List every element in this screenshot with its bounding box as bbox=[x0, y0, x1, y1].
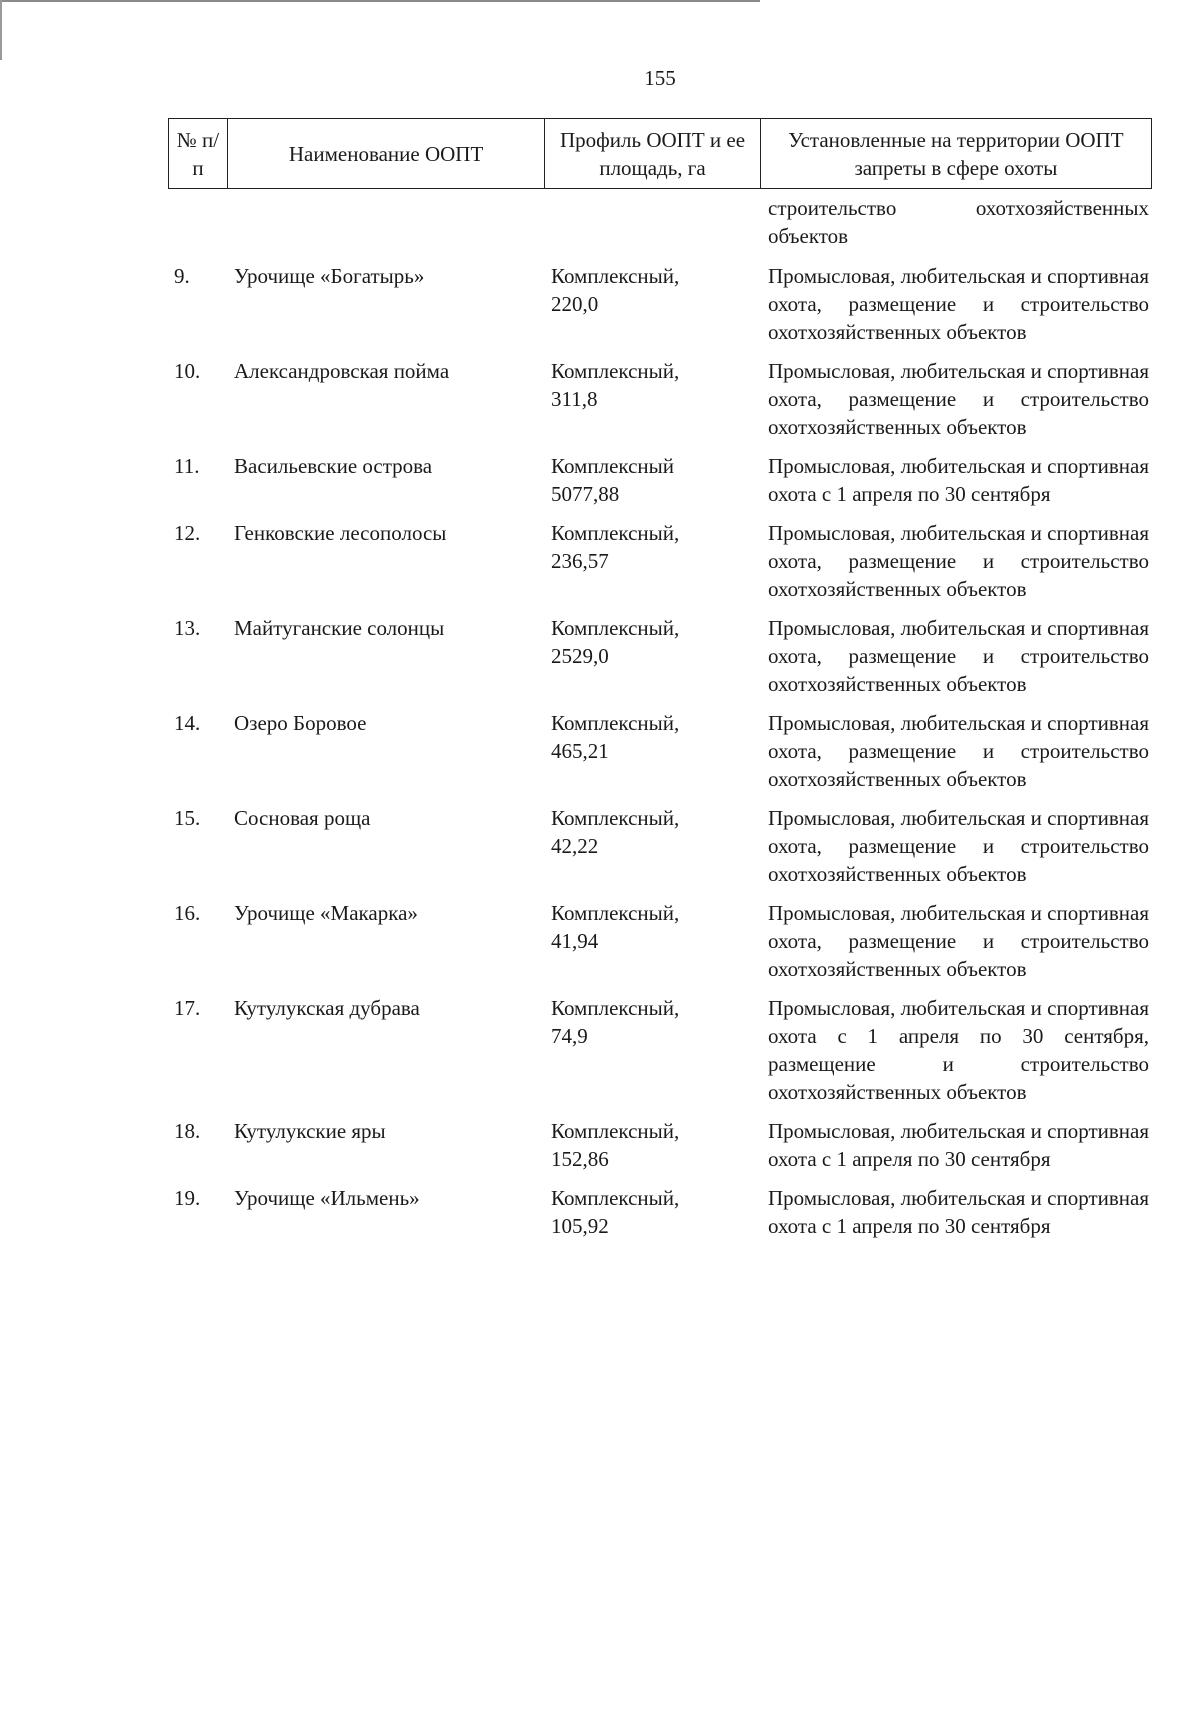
row-ban: Промысловая, любительская и спортивная охота, размещение и строительство охотхозяйственных объектов bbox=[768, 616, 1149, 696]
row-name: Урочище «Ильмень» bbox=[234, 1186, 420, 1210]
row-name: Озеро Боровое bbox=[234, 711, 367, 735]
row-num: 10. bbox=[174, 359, 201, 383]
row-profile: Комплексный, bbox=[551, 1119, 680, 1143]
row-ban: Промысловая, любительская и спортивная охота, размещение и строительство охотхозяйственных объектов bbox=[768, 521, 1149, 601]
row-area: 41,94 bbox=[551, 929, 599, 953]
row-area: 311,8 bbox=[551, 387, 598, 411]
table-row bbox=[168, 709, 1152, 793]
scan-edge-line bbox=[0, 0, 760, 2]
continuation-text: строительство охотхозяйственных объектов bbox=[768, 196, 1149, 248]
row-profile: Комплексный bbox=[551, 454, 674, 478]
table-row bbox=[168, 519, 1152, 603]
row-profile-cell bbox=[545, 519, 761, 603]
row-name: Васильевские острова bbox=[234, 454, 433, 478]
row-profile: Комплексный, bbox=[551, 264, 680, 288]
row-ban: Промысловая, любительская и спортивная охота с 1 апреля по 30 сентября bbox=[768, 454, 1149, 506]
row-profile: Комплексный, bbox=[551, 996, 680, 1020]
row-ban: Промысловая, любительская и спортивная охота, размещение и строительство охотхозяйственных объектов bbox=[768, 359, 1149, 439]
page-number: 155 bbox=[644, 66, 676, 90]
row-name: Урочище «Богатырь» bbox=[234, 264, 425, 288]
row-num: 19. bbox=[174, 1186, 201, 1210]
table-row bbox=[168, 357, 1152, 441]
row-profile-cell bbox=[545, 452, 761, 508]
row-area: 236,57 bbox=[551, 549, 609, 573]
header-ban: Установленные на территории ООПТ запреты в сфере охоты bbox=[788, 127, 1124, 180]
table-header bbox=[168, 118, 1152, 189]
row-profile: Комплексный, bbox=[551, 806, 680, 830]
row-ban: Промысловая, любительская и спортивная охота с 1 апреля по 30 сентября, размещение и строительство охотхозяйственных объектов bbox=[768, 996, 1149, 1104]
row-area: 152,86 bbox=[551, 1147, 609, 1171]
row-num: 14. bbox=[174, 711, 201, 735]
row-ban: Промысловая, любительская и спортивная охота с 1 апреля по 30 сентября bbox=[768, 1186, 1149, 1238]
row-profile-cell bbox=[545, 262, 761, 346]
table-row bbox=[168, 452, 1152, 508]
row-num: 11. bbox=[174, 454, 200, 478]
row-name: Кутулукская дубрава bbox=[234, 996, 420, 1020]
header-num: № п/п bbox=[169, 119, 228, 188]
table-row bbox=[168, 262, 1152, 346]
header-profile: Профиль ООПТ и ее площадь, га bbox=[545, 119, 761, 188]
table-row bbox=[168, 614, 1152, 698]
row-num: 17. bbox=[174, 996, 201, 1020]
row-area: 105,92 bbox=[551, 1214, 609, 1238]
row-ban: Промысловая, любительская и спортивная охота, размещение и строительство охотхозяйственных объектов bbox=[768, 264, 1149, 344]
row-ban: Промысловая, любительская и спортивная охота, размещение и строительство охотхозяйственных объектов bbox=[768, 711, 1149, 791]
scan-edge-line-left bbox=[0, 0, 2, 60]
row-profile: Комплексный, bbox=[551, 711, 680, 735]
table-row bbox=[168, 994, 1152, 1106]
table-row bbox=[168, 804, 1152, 888]
row-num: 9. bbox=[174, 264, 190, 288]
table-row bbox=[168, 899, 1152, 983]
row-name: Александровская пойма bbox=[234, 359, 450, 383]
row-ban: Промысловая, любительская и спортивная охота, размещение и строительство охотхозяйственных объектов bbox=[768, 806, 1149, 886]
row-profile-cell bbox=[545, 1184, 761, 1240]
row-profile: Комплексный, bbox=[551, 1186, 680, 1210]
table-body bbox=[168, 262, 1152, 1251]
row-area: 74,9 bbox=[551, 1024, 588, 1048]
row-ban: Промысловая, любительская и спортивная охота с 1 апреля по 30 сентября bbox=[768, 1119, 1149, 1171]
row-num: 13. bbox=[174, 616, 201, 640]
row-name: Майтуганские солонцы bbox=[234, 616, 445, 640]
row-name: Генковские лесополосы bbox=[234, 521, 447, 545]
row-area: 465,21 bbox=[551, 739, 609, 763]
row-num: 18. bbox=[174, 1119, 201, 1143]
row-num: 15. bbox=[174, 806, 201, 830]
row-name: Кутулукские яры bbox=[234, 1119, 386, 1143]
row-profile-cell bbox=[545, 357, 761, 441]
row-profile: Комплексный, bbox=[551, 901, 680, 925]
row-profile: Комплексный, bbox=[551, 616, 680, 640]
row-profile: Комплексный, bbox=[551, 359, 680, 383]
table-row bbox=[168, 1117, 1152, 1173]
row-profile: Комплексный, bbox=[551, 521, 680, 545]
row-ban: Промысловая, любительская и спортивная охота, размещение и строительство охотхозяйственных объектов bbox=[768, 901, 1149, 981]
row-profile-cell bbox=[545, 1117, 761, 1173]
row-profile-cell bbox=[545, 614, 761, 698]
row-area: 2529,0 bbox=[551, 644, 609, 668]
row-area: 220,0 bbox=[551, 292, 599, 316]
row-profile-cell bbox=[545, 709, 761, 793]
row-profile-cell bbox=[545, 804, 761, 888]
row-num: 16. bbox=[174, 901, 201, 925]
table-row bbox=[168, 1184, 1152, 1240]
row-profile-cell bbox=[545, 994, 761, 1106]
row-name: Сосновая роща bbox=[234, 806, 371, 830]
row-name: Урочище «Макарка» bbox=[234, 901, 418, 925]
row-area: 42,22 bbox=[551, 834, 599, 858]
header-name: Наименование ООПТ bbox=[228, 119, 545, 188]
row-profile-cell bbox=[545, 899, 761, 983]
row-area: 5077,88 bbox=[551, 482, 620, 506]
row-num: 12. bbox=[174, 521, 201, 545]
